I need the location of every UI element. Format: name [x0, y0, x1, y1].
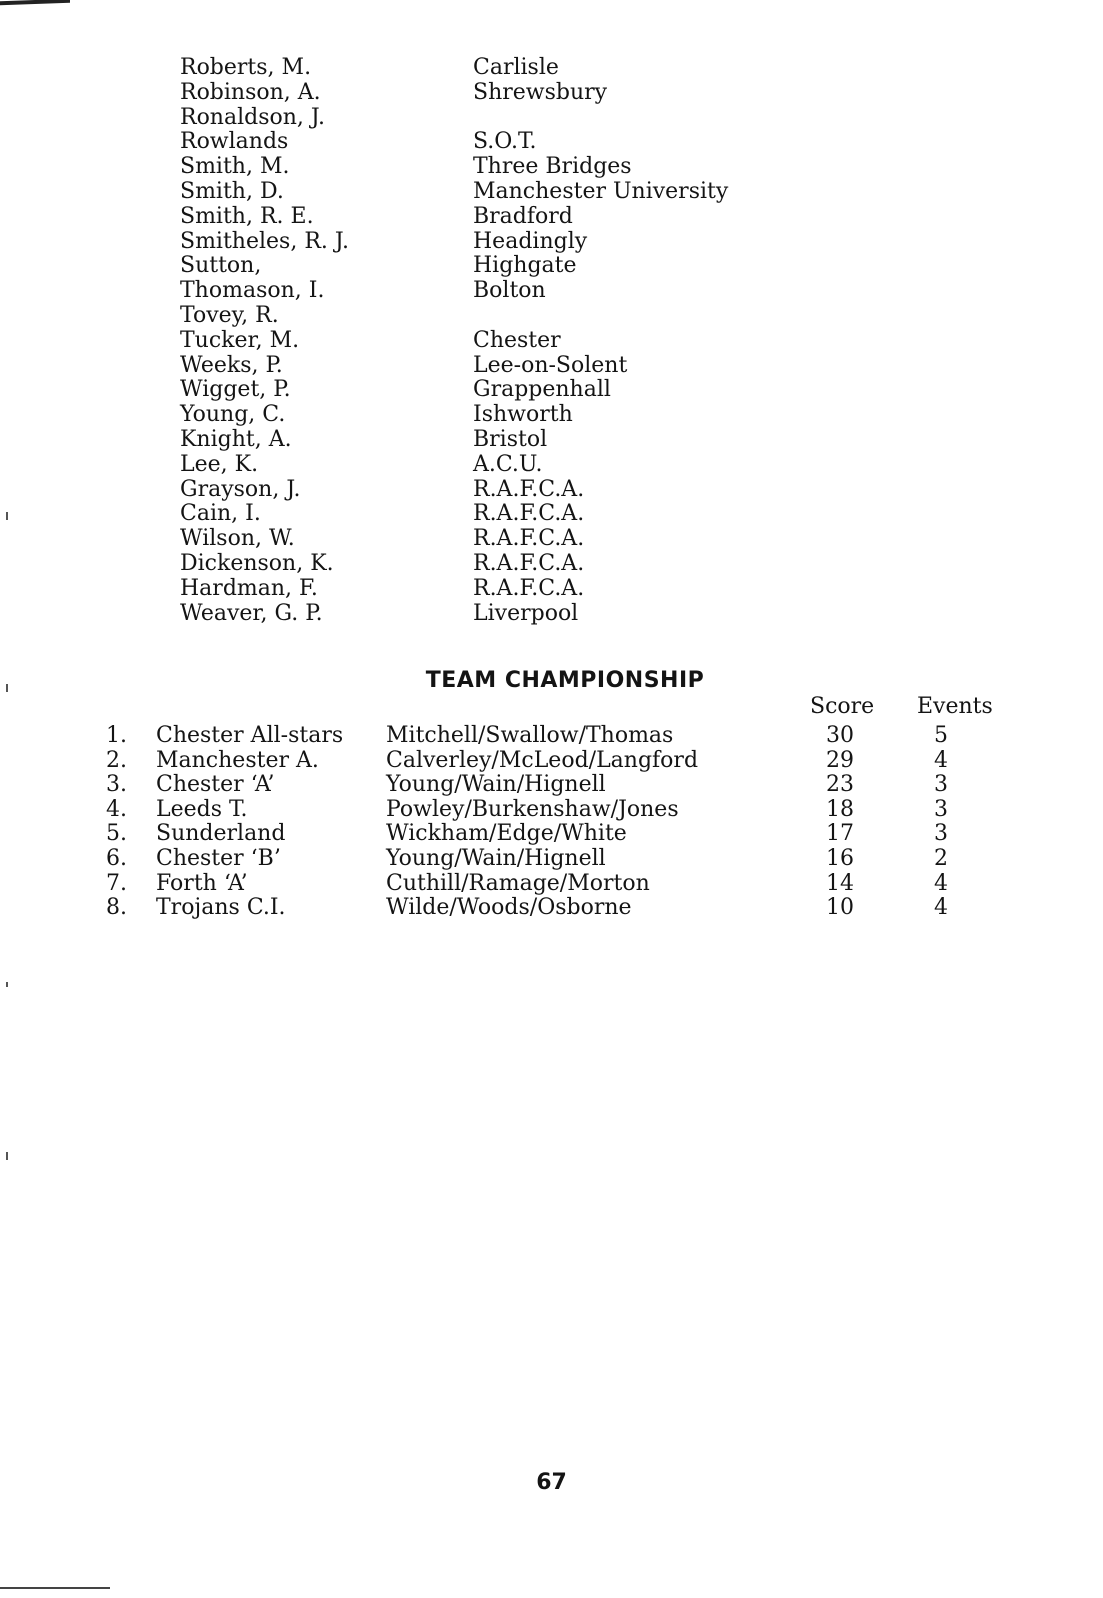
member-club: Grappenhall [473, 377, 611, 403]
page-number: 67 [536, 1470, 567, 1495]
member-name: Weaver, G. P. [180, 600, 323, 626]
member-row [180, 155, 880, 180]
team-rank: 6. [106, 845, 127, 871]
scan-edge-mark-bottom [0, 1587, 110, 1589]
team-name: Chester All-stars [156, 723, 344, 748]
team-events: 5 [934, 723, 948, 748]
team-members: Wilde/Woods/Osborne [386, 895, 632, 921]
team-row [100, 822, 1000, 847]
team-name: Sunderland [156, 821, 286, 847]
member-name: Sutton, [180, 253, 262, 279]
member-name: Cain, I. [180, 501, 261, 527]
member-row [180, 205, 880, 230]
events-column-header: Events [917, 694, 993, 719]
team-rank: 3. [106, 772, 127, 798]
member-club: R.A.F.C.A. [473, 476, 585, 502]
team-members: Young/Wain/Hignell [386, 772, 606, 798]
team-name: Chester ‘B’ [156, 845, 281, 871]
team-members: Wickham/Edge/White [386, 821, 627, 847]
member-name: Hardman, F. [180, 575, 318, 601]
member-name: Weeks, P. [180, 352, 283, 378]
member-name: Lee, K. [180, 451, 259, 477]
member-name: Ronaldson, J. [180, 104, 326, 130]
team-score: 29 [826, 747, 854, 773]
team-members: Young/Wain/Hignell [386, 845, 606, 871]
member-row [180, 527, 880, 552]
member-club: Carlisle [473, 55, 559, 80]
member-row [180, 577, 880, 602]
member-row [180, 329, 880, 354]
member-club: R.A.F.C.A. [473, 526, 585, 552]
team-row [100, 798, 1000, 823]
member-name: Young, C. [180, 402, 286, 428]
member-name: Smith, M. [180, 154, 290, 180]
member-club: Bristol [473, 426, 548, 452]
member-club: Bradford [473, 203, 573, 229]
member-row [180, 453, 880, 478]
team-rank: 2. [106, 747, 127, 773]
member-row [180, 180, 880, 205]
team-name: Manchester A. [156, 747, 319, 773]
team-events: 2 [934, 845, 948, 871]
team-score: 10 [826, 895, 854, 921]
member-name: Tucker, M. [180, 327, 300, 353]
member-row [180, 56, 880, 81]
team-name: Trojans C.I. [156, 895, 286, 921]
member-club: Chester [473, 327, 561, 353]
member-club: Ishworth [473, 402, 573, 428]
margin-mark [6, 512, 8, 520]
margin-mark [6, 1152, 8, 1160]
member-club: Lee-on-Solent [473, 352, 628, 378]
team-events: 3 [934, 772, 948, 798]
team-row [100, 724, 1000, 749]
member-club: R.A.F.C.A. [473, 550, 585, 576]
team-score: 16 [826, 845, 854, 871]
team-row [100, 749, 1000, 774]
member-row [180, 106, 880, 131]
member-row [180, 602, 880, 627]
member-row [180, 502, 880, 527]
team-championship-title: TEAM CHAMPIONSHIP [425, 668, 705, 693]
team-score: 30 [826, 723, 854, 748]
team-rank: 1. [106, 723, 127, 748]
score-column-header: Score [810, 694, 875, 719]
member-club: Bolton [473, 278, 546, 304]
team-events: 3 [934, 821, 948, 847]
team-rank: 4. [106, 796, 127, 822]
member-name: Wigget, P. [180, 377, 291, 403]
team-name: Forth ‘A’ [156, 870, 248, 896]
member-name: Smith, D. [180, 178, 284, 204]
member-club: Highgate [473, 253, 577, 279]
member-name: Smitheles, R. J. [180, 228, 349, 254]
team-row [100, 896, 1000, 921]
scan-edge-mark-top [0, 0, 70, 5]
member-row [180, 230, 880, 255]
team-name: Chester ‘A’ [156, 772, 275, 798]
team-members: Powley/Burkenshaw/Jones [386, 796, 679, 822]
team-score: 17 [826, 821, 854, 847]
member-name: Knight, A. [180, 426, 292, 452]
team-members: Cuthill/Ramage/Morton [386, 870, 650, 896]
team-rank: 7. [106, 870, 127, 896]
team-members: Mitchell/Swallow/Thomas [386, 723, 674, 748]
team-events: 4 [934, 870, 948, 896]
member-club: R.A.F.C.A. [473, 575, 585, 601]
team-name: Leeds T. [156, 796, 248, 822]
team-rank: 5. [106, 821, 127, 847]
member-list [180, 56, 880, 626]
member-club: Manchester University [473, 178, 729, 204]
member-name: Robinson, A. [180, 79, 321, 105]
member-row [180, 81, 880, 106]
member-club: Liverpool [473, 600, 579, 626]
member-row [180, 279, 880, 304]
member-row [180, 254, 880, 279]
member-club: A.C.U. [473, 451, 543, 477]
member-name: Thomason, I. [180, 278, 325, 304]
member-club: R.A.F.C.A. [473, 501, 585, 527]
member-name: Dickenson, K. [180, 550, 334, 576]
member-row [180, 478, 880, 503]
member-row [180, 378, 880, 403]
member-name: Grayson, J. [180, 476, 301, 502]
member-name: Smith, R. E. [180, 203, 314, 229]
team-events: 4 [934, 895, 948, 921]
team-score: 23 [826, 772, 854, 798]
member-club: Headingly [473, 228, 588, 254]
member-row [180, 304, 880, 329]
member-club: S.O.T. [473, 129, 537, 155]
team-score: 14 [826, 870, 854, 896]
member-row [180, 552, 880, 577]
team-row [100, 847, 1000, 872]
member-name: Wilson, W. [180, 526, 295, 552]
member-row [180, 354, 880, 379]
team-row [100, 773, 1000, 798]
member-row [180, 428, 880, 453]
team-row [100, 872, 1000, 897]
member-row [180, 403, 880, 428]
margin-mark [6, 982, 8, 987]
team-events: 4 [934, 747, 948, 773]
member-club: Shrewsbury [473, 79, 608, 105]
member-name: Rowlands [180, 129, 289, 155]
team-events: 3 [934, 796, 948, 822]
team-score: 18 [826, 796, 854, 822]
member-name: Roberts, M. [180, 55, 312, 80]
team-rank: 8. [106, 895, 127, 921]
team-members: Calverley/McLeod/Langford [386, 747, 699, 773]
member-club: Three Bridges [473, 154, 632, 180]
team-championship-table [100, 724, 1000, 921]
member-name: Tovey, R. [180, 302, 279, 328]
member-row [180, 130, 880, 155]
